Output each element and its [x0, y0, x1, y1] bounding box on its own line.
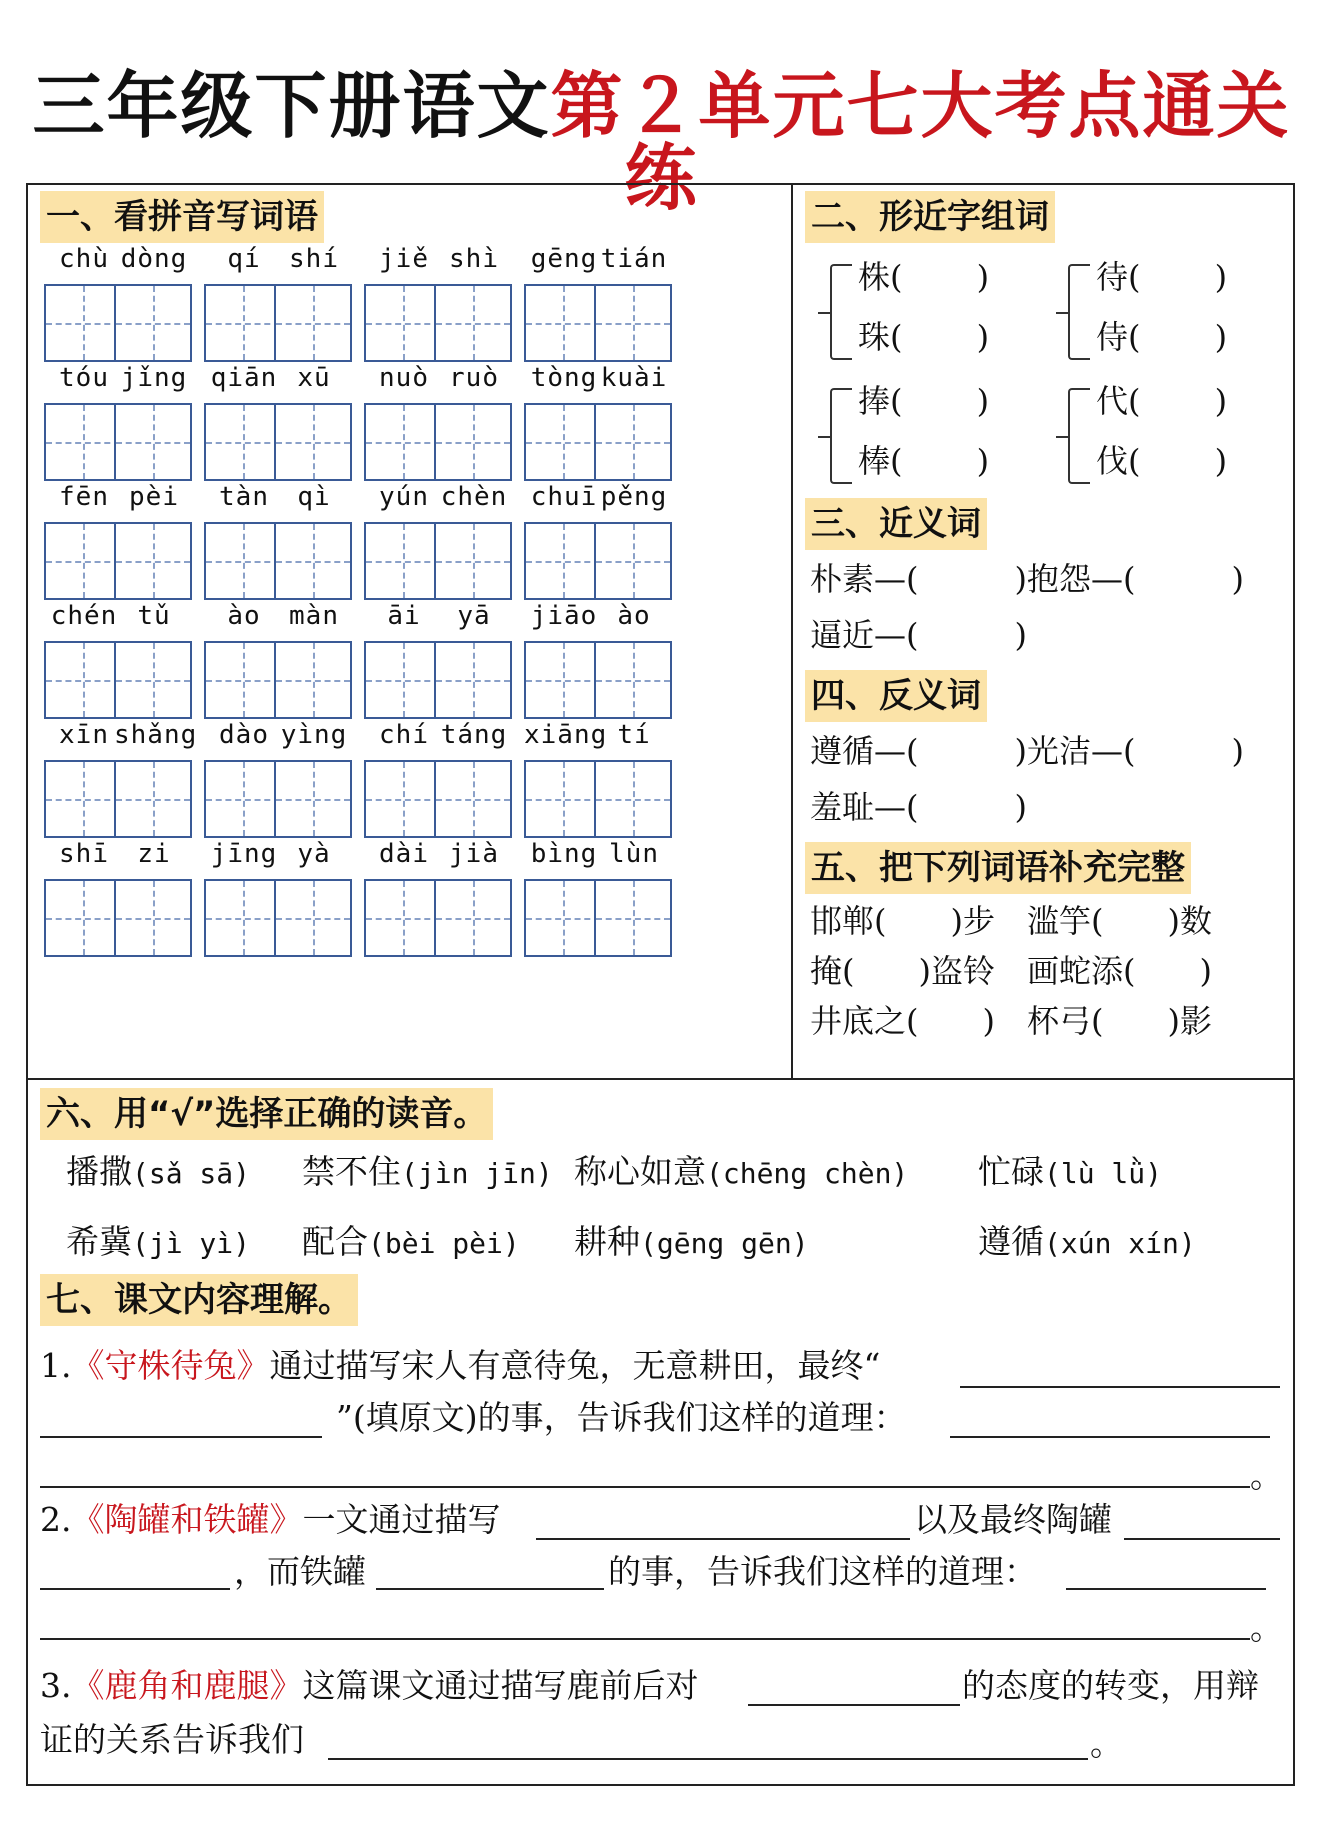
writing-box[interactable] — [594, 760, 672, 838]
char-pair: 待( ) 侍( ) — [1068, 252, 1258, 372]
brace-icon — [830, 264, 852, 360]
question-2-part: 的事，告诉我们这样的道理： — [608, 1552, 1037, 1591]
section-5-title: 五、把下列词语补充完整 — [805, 842, 1191, 894]
synonym-line: 逼近—( ) — [810, 616, 1027, 654]
answer-blank[interactable] — [960, 1386, 1280, 1388]
column-divider — [791, 183, 793, 1079]
writing-box[interactable] — [204, 403, 282, 481]
pinyin-syllable: pěng — [600, 482, 668, 512]
period: 。 — [1250, 1456, 1283, 1495]
writing-box[interactable] — [274, 641, 352, 719]
question-2-part: 以及最终陶罐 — [914, 1500, 1112, 1539]
section-7-title: 七、课文内容理解。 — [40, 1274, 358, 1326]
pinyin-syllable: màn — [289, 601, 339, 631]
pinyin-syllable: qì — [297, 482, 331, 512]
writing-box[interactable] — [274, 403, 352, 481]
pinyin-syllable: qí — [227, 244, 261, 274]
pinyin-syllable: xū — [297, 363, 331, 393]
pinyin-syllable: dòng — [120, 244, 188, 274]
answer-blank[interactable] — [1124, 1538, 1280, 1540]
pinyin-syllable: jīng — [210, 839, 278, 869]
writing-box[interactable] — [114, 522, 192, 600]
writing-box[interactable] — [594, 522, 672, 600]
question-3-part: 证的关系告诉我们 — [40, 1720, 304, 1759]
pinyin-word — [44, 835, 208, 975]
writing-box[interactable] — [594, 284, 672, 362]
answer-blank[interactable] — [328, 1758, 1088, 1760]
writing-box[interactable] — [524, 760, 602, 838]
pinyin-syllable: chí — [379, 720, 429, 750]
writing-box[interactable] — [44, 522, 122, 600]
writing-box[interactable] — [204, 641, 282, 719]
pinyin-syllable: dào — [219, 720, 269, 750]
pinyin-syllable: tián — [600, 244, 668, 274]
pinyin-syllable: yún — [379, 482, 429, 512]
reading-option: 禁不住(jìn jīn) — [302, 1152, 553, 1191]
pinyin-syllable: kuài — [600, 363, 668, 393]
pinyin-word — [524, 835, 688, 975]
writing-box[interactable] — [434, 641, 512, 719]
pinyin-syllable: jiāo — [530, 601, 598, 631]
answer-blank[interactable] — [376, 1588, 604, 1590]
writing-box[interactable] — [204, 522, 282, 600]
period: 。 — [1090, 1724, 1123, 1763]
writing-box[interactable] — [364, 522, 442, 600]
writing-box[interactable] — [364, 641, 442, 719]
question-1-cont: ”(填原文)的事，告诉我们这样的道理： — [336, 1398, 907, 1437]
pinyin-syllable: shì — [449, 244, 499, 274]
writing-box[interactable] — [524, 522, 602, 600]
row-divider — [26, 1078, 1295, 1080]
pinyin-syllable: táng — [440, 720, 508, 750]
pinyin-word — [204, 835, 368, 975]
writing-box[interactable] — [434, 760, 512, 838]
writing-box[interactable] — [434, 284, 512, 362]
writing-box[interactable] — [44, 760, 122, 838]
antonym-line: 遵循—( )光洁—( ) — [810, 732, 1244, 770]
question-2: 2.《陶罐和铁罐》一文通过描写 — [40, 1500, 501, 1539]
writing-box[interactable] — [274, 522, 352, 600]
pinyin-syllable: chuī — [530, 482, 598, 512]
pinyin-syllable: nuò — [379, 363, 429, 393]
pinyin-syllable: xiāng — [524, 720, 608, 750]
pinyin-syllable: ào — [227, 601, 261, 631]
writing-box[interactable] — [364, 879, 442, 957]
char-pair: 株( ) 珠( ) — [830, 252, 1020, 372]
question-3-part: 的态度的转变，用辩 — [962, 1666, 1259, 1705]
pinyin-syllable: yā — [457, 601, 491, 631]
reading-option: 耕种(gēng gēn) — [574, 1222, 809, 1261]
brace-icon — [830, 388, 852, 484]
question-2-part: ，而铁罐 — [234, 1552, 366, 1591]
writing-box[interactable] — [204, 284, 282, 362]
answer-blank[interactable] — [40, 1436, 322, 1438]
writing-box[interactable] — [44, 879, 122, 957]
writing-box[interactable] — [114, 641, 192, 719]
pinyin-syllable: fēn — [59, 482, 109, 512]
writing-box[interactable] — [114, 284, 192, 362]
pinyin-syllable: tàn — [219, 482, 269, 512]
title-highlight: 第２单元七大考点通关练 — [550, 64, 1291, 220]
pinyin-syllable: ào — [617, 601, 651, 631]
reading-option: 忙碌(lù lǜ) — [978, 1152, 1163, 1191]
pinyin-syllable: qiān — [210, 363, 278, 393]
writing-box[interactable] — [364, 403, 442, 481]
brace-icon — [1068, 388, 1090, 484]
writing-box[interactable] — [274, 284, 352, 362]
writing-box[interactable] — [524, 879, 602, 957]
writing-box[interactable] — [364, 284, 442, 362]
pinyin-syllable: yà — [297, 839, 331, 869]
idiom-line: 邯郸( )步 滥竽( )数 — [810, 902, 1212, 940]
answer-blank[interactable] — [536, 1538, 910, 1540]
section-6-title: 六、用“√”选择正确的读音。 — [40, 1088, 493, 1140]
char-pair: 捧( ) 棒( ) — [830, 376, 1020, 496]
reading-option: 播撒(sǎ sā) — [66, 1152, 251, 1191]
pinyin-syllable: chén — [50, 601, 118, 631]
section-1-title: 一、看拼音写词语 — [40, 191, 324, 243]
pinyin-syllable: āi — [387, 601, 421, 631]
writing-box[interactable] — [524, 641, 602, 719]
writing-box[interactable] — [524, 403, 602, 481]
answer-blank[interactable] — [748, 1704, 960, 1706]
answer-blank[interactable] — [40, 1638, 1250, 1640]
reading-option: 希冀(jì yì) — [66, 1222, 251, 1261]
pinyin-syllable: yìng — [280, 720, 348, 750]
pinyin-syllable: bìng — [530, 839, 598, 869]
section-2-title: 二、形近字组词 — [805, 191, 1055, 243]
writing-box[interactable] — [364, 760, 442, 838]
pinyin-syllable: shī — [59, 839, 109, 869]
answer-blank[interactable] — [40, 1486, 1250, 1488]
pinyin-syllable: jǐng — [120, 363, 188, 393]
question-3: 3.《鹿角和鹿腿》这篇课文通过描写鹿前后对 — [40, 1666, 699, 1705]
writing-box[interactable] — [434, 522, 512, 600]
answer-blank[interactable] — [40, 1588, 230, 1590]
writing-box[interactable] — [274, 879, 352, 957]
synonym-line: 朴素—( )抱怨—( ) — [810, 560, 1244, 598]
writing-box[interactable] — [114, 760, 192, 838]
pinyin-syllable: tòng — [530, 363, 598, 393]
section-3-title: 三、近义词 — [805, 498, 987, 550]
writing-box[interactable] — [44, 403, 122, 481]
answer-blank[interactable] — [1066, 1588, 1266, 1590]
period: 。 — [1250, 1608, 1283, 1647]
brace-icon — [1068, 264, 1090, 360]
title-main: 三年级下册语文 — [32, 64, 551, 148]
pinyin-syllable: shǎng — [114, 720, 198, 750]
writing-box[interactable] — [594, 879, 672, 957]
writing-box[interactable] — [114, 879, 192, 957]
writing-box[interactable] — [204, 879, 282, 957]
pinyin-syllable: chèn — [440, 482, 508, 512]
pinyin-syllable: tí — [617, 720, 651, 750]
pinyin-word — [364, 835, 528, 975]
reading-option: 称心如意(chēng chèn) — [574, 1152, 909, 1191]
writing-box[interactable] — [44, 641, 122, 719]
writing-box[interactable] — [594, 641, 672, 719]
idiom-line: 掩( )盗铃 画蛇添( ) — [810, 952, 1212, 990]
pinyin-syllable: ruò — [449, 363, 499, 393]
answer-blank[interactable] — [950, 1436, 1270, 1438]
writing-box[interactable] — [44, 284, 122, 362]
pinyin-syllable: pèi — [129, 482, 179, 512]
pinyin-syllable: shí — [289, 244, 339, 274]
pinyin-syllable: tǔ — [137, 601, 171, 631]
pinyin-syllable: gēng — [530, 244, 598, 274]
pinyin-syllable: dài — [379, 839, 429, 869]
writing-box[interactable] — [114, 403, 192, 481]
antonym-line: 羞耻—( ) — [810, 788, 1027, 826]
pinyin-syllable: chù — [59, 244, 109, 274]
pinyin-syllable: lùn — [609, 839, 659, 869]
pinyin-row — [44, 835, 780, 975]
pinyin-syllable: jià — [449, 839, 499, 869]
writing-box[interactable] — [274, 760, 352, 838]
pinyin-syllable: tóu — [59, 363, 109, 393]
pinyin-syllable: zi — [137, 839, 171, 869]
question-1: 1.《守株待兔》通过描写宋人有意待兔，无意耕田，最终“ — [40, 1346, 881, 1385]
idiom-line: 井底之( ) 杯弓( )影 — [810, 1002, 1212, 1040]
char-pair: 代( ) 伐( ) — [1068, 376, 1258, 496]
writing-box[interactable] — [434, 879, 512, 957]
writing-box[interactable] — [594, 403, 672, 481]
writing-box[interactable] — [524, 284, 602, 362]
pinyin-syllable: xīn — [59, 720, 109, 750]
section-4-title: 四、反义词 — [805, 670, 987, 722]
writing-box[interactable] — [204, 760, 282, 838]
writing-box[interactable] — [434, 403, 512, 481]
reading-option: 配合(bèi pèi) — [302, 1222, 520, 1261]
reading-option: 遵循(xún xín) — [978, 1222, 1196, 1261]
pinyin-syllable: jiě — [379, 244, 429, 274]
